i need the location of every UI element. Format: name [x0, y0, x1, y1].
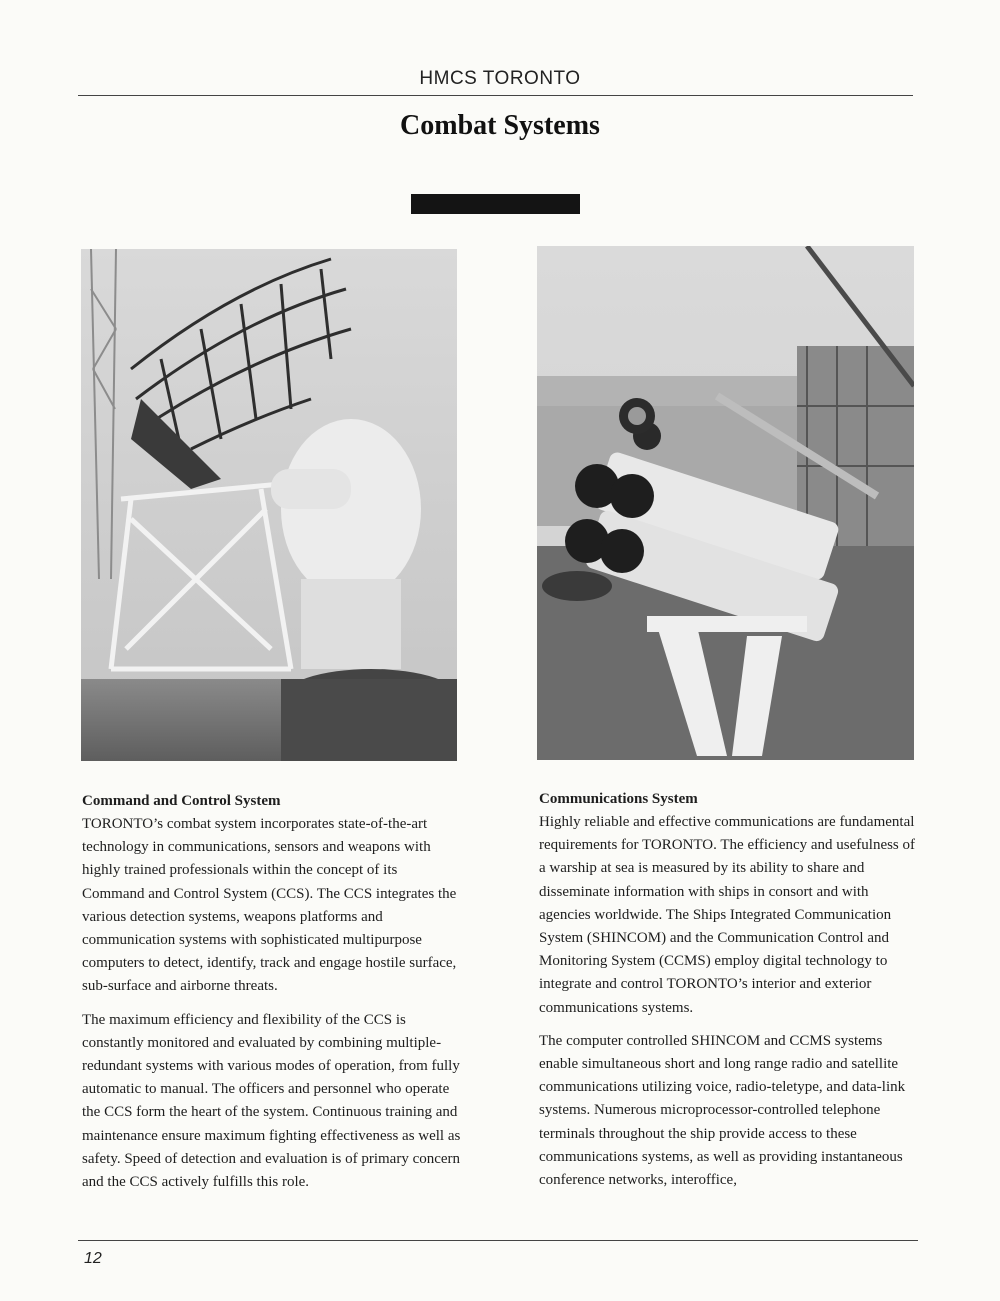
left-column [82, 790, 462, 1204]
communications-heading: Communications System [539, 791, 698, 807]
left-paragraph-1: TORONTO’s combat system incorporates state-of-the-art technology in communications, sensors and weapons with highly trained professionals within the concept of its Command and Control System (CCS). The CCS integrates the various detection systems, weapons platforms and communication systems with sophisticated multipurpose computers to detect, identify, track and engage hostile surface, sub-surface and airborne threats. [82, 816, 457, 995]
radar-photo [81, 249, 457, 761]
right-paragraph-1: Highly reliable and effective communications are fundamental requirements for TORONTO. The efficiency and usefulness of a warship at sea is measured by its ability to share and disseminate information with ships in consort and with agencies worldwide. The Ships Integrated Communication System (SHINCOM) and the Communication Control and Monitoring System (CCMS) employ digital technology to integrate and control TORONTO’s interior and exterior communications systems. [539, 814, 916, 1016]
page-number: 12 [84, 1250, 102, 1267]
header-rule [78, 95, 913, 96]
command-control-heading: Command and Control System [82, 793, 281, 809]
right-column [539, 788, 919, 1202]
footer-rule [78, 1240, 918, 1241]
radar-photo-illustration [81, 249, 457, 761]
launcher-photo [537, 246, 914, 760]
right-paragraph-2: The computer controlled SHINCOM and CCMS systems enable simultaneous short and long range radio and satellite communications utilizing voice, radio-teletype, and data-link systems. Numerous microprocessor-controlled telephone terminals throughout the ship provide access to these communications systems, as well as providing instantaneous conference networks, interoffice, [539, 1032, 906, 1189]
running-head: HMCS TORONTO [419, 68, 581, 89]
decorative-black-bar [411, 194, 580, 214]
page-title: Combat Systems [400, 110, 600, 141]
launcher-photo-illustration [537, 246, 914, 760]
left-paragraph-2: The maximum efficiency and flexibility of the CCS is constantly monitored and evaluated by combining multiple-redundant systems with various modes of operation, from fully automatic to manual. The officers and personnel who operate the CCS form the heart of the system. Continuous training and maintenance ensure maximum fighting effectiveness as well as safety. Speed of detection and evaluation is of primary concern and the CCS actively fulfills this role. [82, 1011, 461, 1191]
